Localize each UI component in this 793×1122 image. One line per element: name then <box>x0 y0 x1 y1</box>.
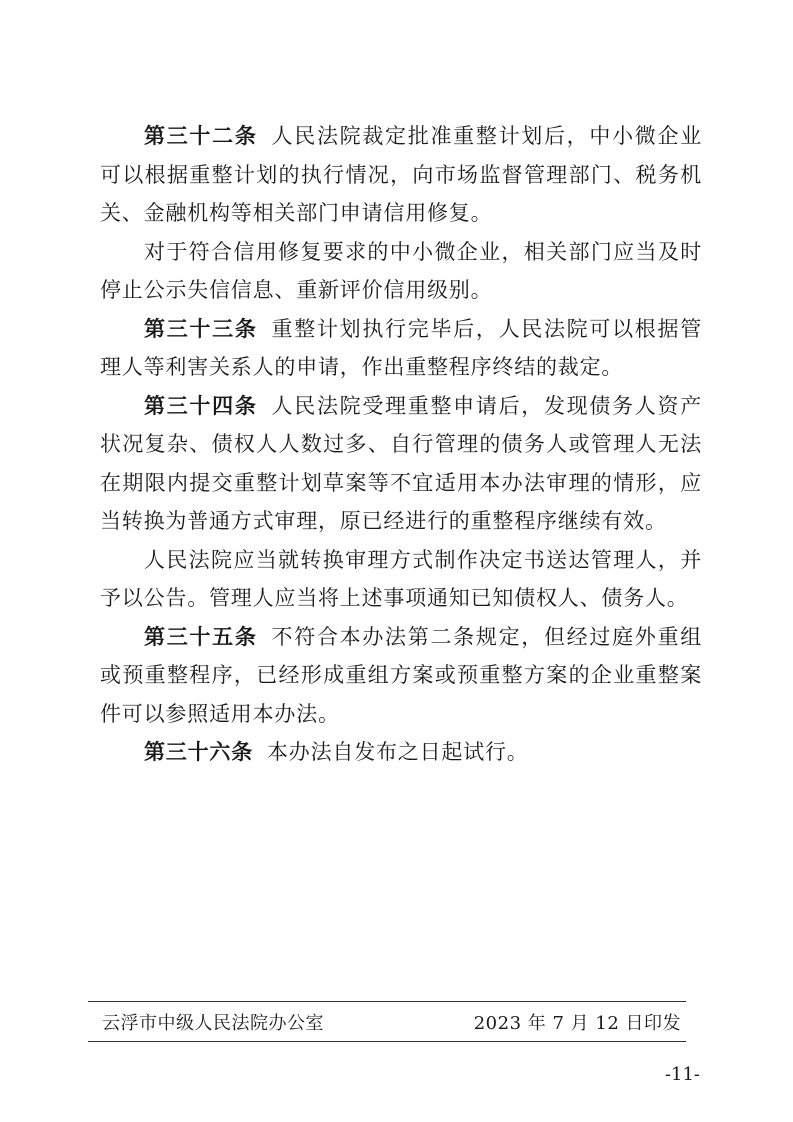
paragraph-article-34 <box>100 387 702 541</box>
article-heading: 第三十六条 <box>144 740 253 764</box>
paragraph-article-35 <box>100 618 702 734</box>
footer-issuer: 云浮市中级人民法院办公室 <box>102 1013 324 1034</box>
paragraph-article-36 <box>100 733 702 772</box>
article-heading: 第三十三条 <box>144 316 258 341</box>
article-text: 重整计划执行完毕后，人民法院可以根据管理人等利害关系人的申请，作出重整程序终结的裁定。 <box>100 316 703 379</box>
footer-bottom-rule <box>88 1041 686 1042</box>
article-text: 本办法自发布之日起试行。 <box>267 740 529 764</box>
body-text <box>100 117 702 772</box>
article-heading: 第三十二条 <box>144 124 258 148</box>
footer-print-date: 2023 年 7 月 12 日印发 <box>473 1013 681 1034</box>
article-text: 人民法院受理重整申请后，发现债务人资产状况复杂、债权人人数过多、自行管理的债务人或管理人无法在期限内提交重整计划草案等不宜适用本办法审理的情形，应当转换为普通方式审理，原已经进行的重整程序继续有效。 <box>100 393 703 533</box>
paragraph-text: 人民法院应当就转换审理方式制作决定书送达管理人，并予以公告。管理人应当将上述事项通知已知债权人、债务人。 <box>100 547 702 610</box>
page-number: -11- <box>664 1064 700 1085</box>
footer-top-rule <box>88 1001 686 1002</box>
paragraph-text: 对于符合信用修复要求的中小微企业，相关部门应当及时停止公示失信信息、重新评价信用级别。 <box>100 239 702 302</box>
article-text: 不符合本办法第二条规定，但经过庭外重组或预重整程序，已经形成重组方案或预重整方案的企业重整案件可以参照适用本办法。 <box>100 624 703 726</box>
article-heading: 第三十五条 <box>144 624 258 649</box>
paragraph-article-32 <box>100 117 702 233</box>
paragraph-article-34-continued <box>100 541 702 618</box>
paragraph-article-33 <box>100 310 702 387</box>
paragraph-article-32-continued <box>100 233 702 310</box>
article-heading: 第三十四条 <box>144 393 258 418</box>
article-text: 人民法院裁定批准重整计划后，中小微企业可以根据重整计划的执行情况，向市场监督管理部门、税务机关、金融机构等相关部门申请信用修复。 <box>100 124 703 225</box>
